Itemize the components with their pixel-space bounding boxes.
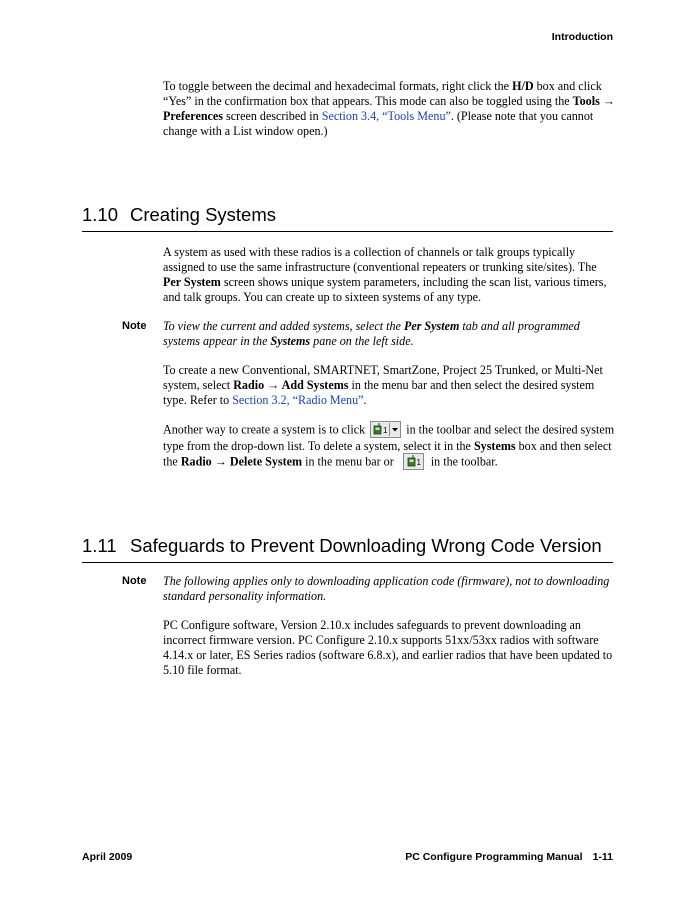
link-section-3-2[interactable]: Section 3.2, “Radio Menu” xyxy=(232,393,364,407)
footer-manual-title: PC Configure Programming Manual xyxy=(405,851,583,863)
creating-systems-paragraph: A system as used with these radios is a collection of channels or talk groups typically assigned to use the same infrastructure (conventional repeaters or trunking site/sites). The Per System screen shows unique system parameters, including the scan list, various timers, and talk groups. You can create up to sixteen systems of any type. xyxy=(163,245,607,304)
running-header: Introduction xyxy=(551,31,613,43)
intro-paragraph: To toggle between the decimal and hexadecimal formats, right click the H/D box and click “Yes” in the confirmation box that appears. This mode can also be toggled using the Tools → Preferences screen described in Section 3.4, “Tools Menu”. (Please note that you cannot change with a List window open.) xyxy=(163,79,615,138)
footer-date: April 2009 xyxy=(82,851,133,863)
svg-text:1: 1 xyxy=(416,458,421,467)
note-label: Note xyxy=(122,320,147,332)
delete-system-icon[interactable] xyxy=(403,453,424,470)
add-system-dropdown-icon[interactable] xyxy=(370,421,401,438)
add-system-paragraph: To create a new Conventional, SMARTNET, SmartZone, Project 25 Trunked, or Multi-Net system, select Radio → Add Systems in the menu bar and then select the desired system type. Refer to Section 3.2, “Radio Menu”. xyxy=(163,363,603,407)
note-text: To view the current and added systems, select the Per System tab and all programmed systems appear in the Systems pane on the left side. xyxy=(163,319,580,348)
section-heading-1-11: 1.11 Safeguards to Prevent Downloading Wrong Code Version xyxy=(82,535,613,563)
safeguards-paragraph: PC Configure software, Version 2.10.x includes safeguards to prevent downloading an incorrect firmware version. PC Configure 2.10.x supports 51xx/53xx radios with software 4.14.x or later, ES Series radios (software 6.8.x), and earlier radios that have been updated to 5.10 file format. xyxy=(163,618,613,677)
footer-page-number: 1-11 xyxy=(592,851,613,863)
section-heading-1-10: 1.10 Creating Systems xyxy=(82,204,613,232)
svg-text:1: 1 xyxy=(383,426,388,435)
toolbar-paragraph: Another way to create a system is to click 1 in the toolbar and select the desired system type from the drop-down list. To delete a system, select it in the Systems box and then select the Radio → Delete System in the menu bar or 1 in the toolbar. xyxy=(163,422,615,469)
firmware-note-text: The following applies only to downloading application code (firmware), not to downloading standard personality information. xyxy=(163,574,610,603)
note-label-firmware: Note xyxy=(122,575,147,587)
footer-manual xyxy=(401,851,613,863)
link-section-3-4[interactable]: Section 3.4, “Tools Menu” xyxy=(321,109,451,123)
